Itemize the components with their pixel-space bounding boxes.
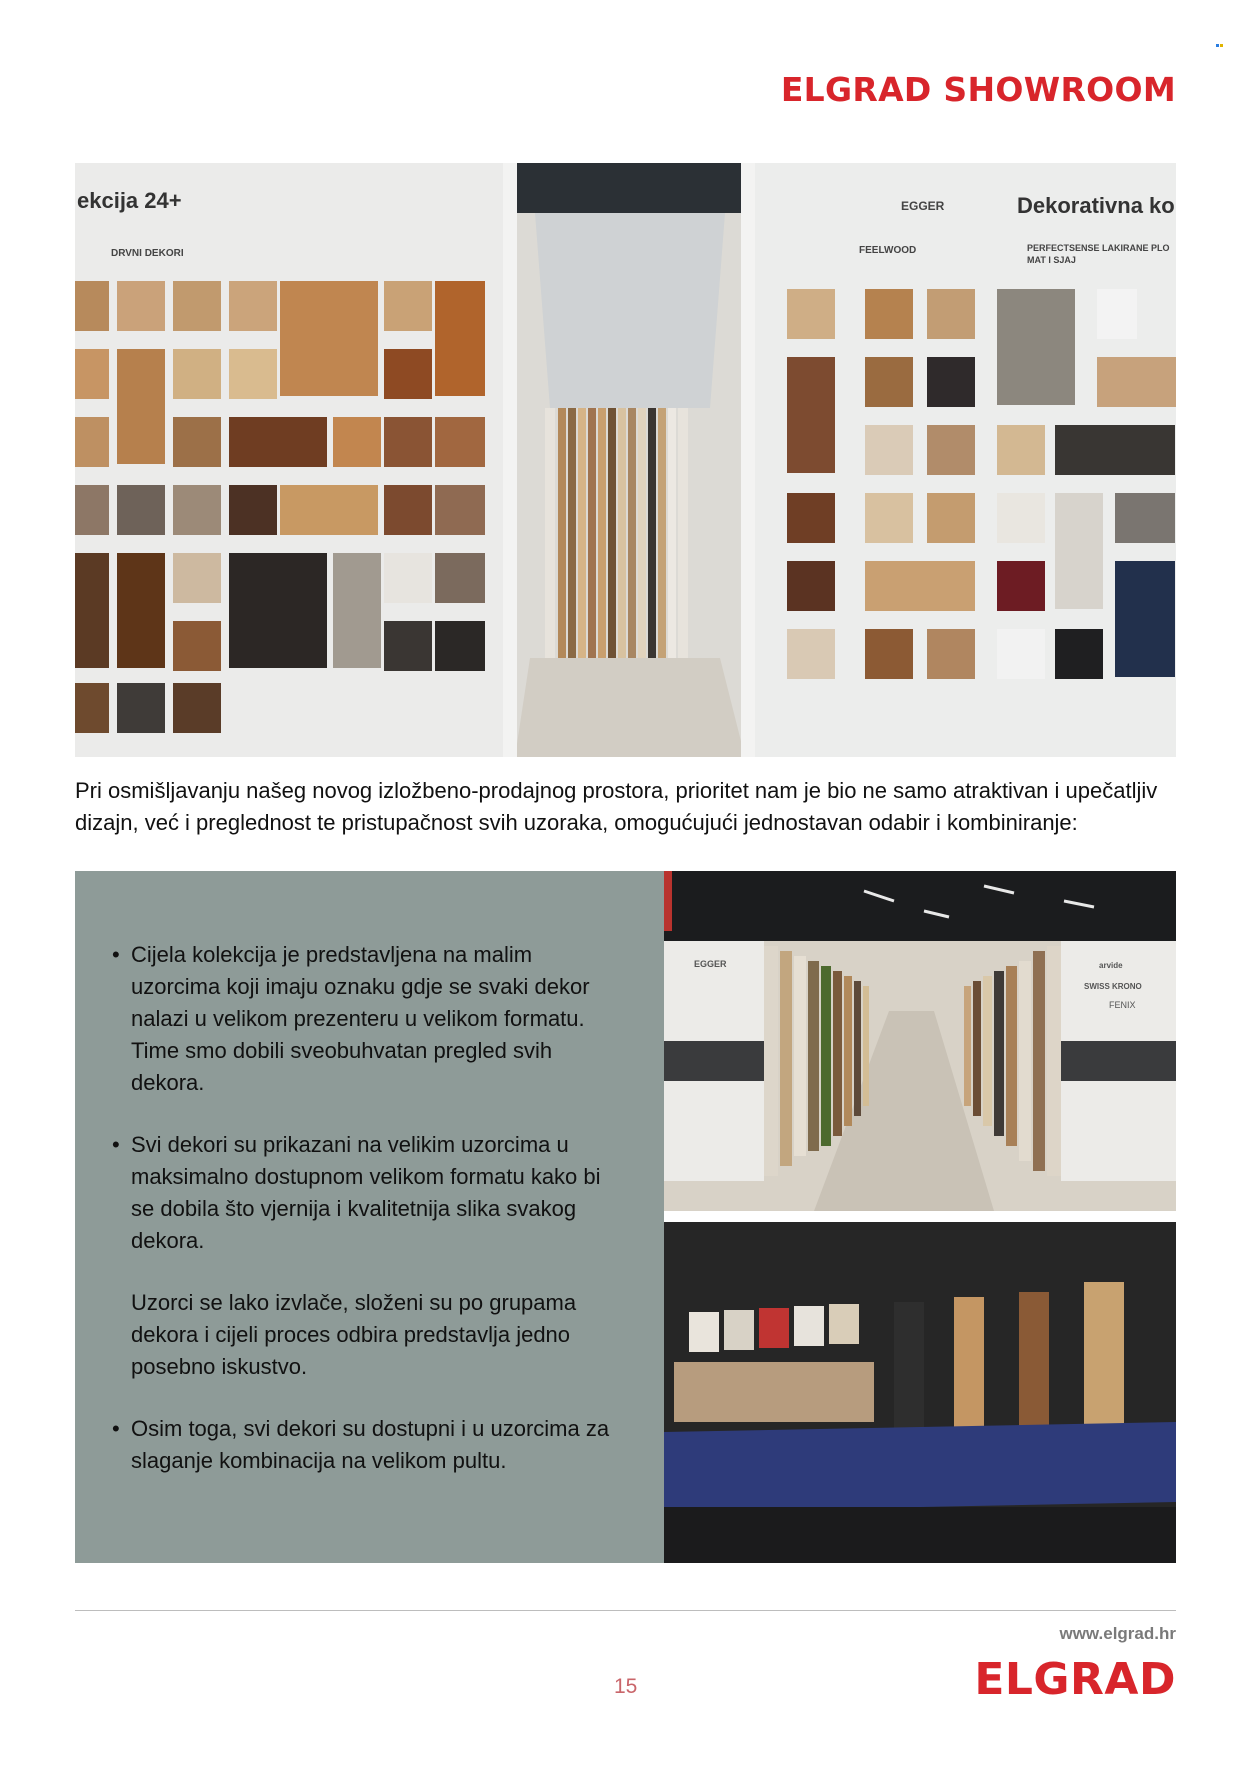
bullet-icon: • bbox=[112, 1132, 120, 1157]
page-number: 15 bbox=[614, 1675, 638, 1698]
feature-text-continued: Uzorci se lako izvlače, složeni su po grupama dekora i cijeli proces odbira predstavlja jedno posebno iskustvo. bbox=[131, 1290, 577, 1379]
bullet-icon: • bbox=[112, 1416, 120, 1441]
counter-sample-cards bbox=[674, 1304, 874, 1422]
feature-item bbox=[112, 939, 624, 1099]
feature-text: Svi dekori su prikazani na velikim uzorcima u maksimalno dostupnom velikom formatu kako bi se dobila što vjernija i kvalitetnija slika svakog dekora. bbox=[131, 1132, 601, 1253]
features-panel bbox=[75, 871, 664, 1563]
left-sign-subtitle: DRVNI DEKORI bbox=[111, 248, 184, 259]
showroom-counter-photo bbox=[664, 1222, 1176, 1563]
feature-text: Osim toga, svi dekori su dostupni i u uzorcima za slaganje kombinacija na velikom pultu. bbox=[131, 1416, 610, 1473]
intro-paragraph: Pri osmišljavanju našeg novog izložbeno-prodajnog prostora, prioritet nam je bio ne samo atraktivan i upečatljiv dizajn, već i preglednost te pristupačnost svih uzoraka, omogućujući jednostavan odabir i kombiniranje: bbox=[75, 778, 1158, 835]
aisle-left-brand: EGGER bbox=[694, 959, 727, 969]
right-sign-label-perfectsense: PERFECTSENSE LAKIRANE PLO bbox=[1027, 243, 1170, 253]
footer-divider bbox=[75, 1610, 1176, 1611]
showroom-aisle-photo bbox=[664, 871, 1176, 1211]
right-sign-brand: EGGER bbox=[901, 199, 945, 213]
page-header-title: ELGRAD SHOWROOM bbox=[780, 70, 1176, 109]
feature-text: Cijela kolekcija je predstavljena na malim uzorcima koji imaju oznaku gdje se svaki dekor nalazi u velikom prezenteru u velikom formatu. Time smo dobili sveobuhvatan pregled svih dekora. bbox=[131, 942, 590, 1095]
aisle-right-brand-3: FENIX bbox=[1109, 1000, 1136, 1010]
hero-showroom-photo bbox=[75, 163, 1176, 757]
aisle-right-brand-2: SWISS KRONO bbox=[1084, 982, 1142, 991]
elgrad-logo: ELGRAD bbox=[974, 1654, 1176, 1705]
bullet-icon: • bbox=[112, 942, 120, 967]
right-sign-label-feelwood: FEELWOOD bbox=[859, 245, 917, 256]
corner-color-mark bbox=[1216, 34, 1224, 40]
features-list bbox=[112, 939, 624, 1477]
website-link[interactable]: www.elgrad.hr bbox=[1059, 1624, 1176, 1643]
aisle-right-brand-1: arvide bbox=[1099, 961, 1123, 970]
left-sign-title: ekcija 24+ bbox=[77, 188, 182, 213]
right-sign-label-mat: MAT I SJAJ bbox=[1027, 255, 1076, 265]
right-sign-title: Dekorativna ko bbox=[1017, 193, 1175, 218]
feature-item bbox=[112, 1413, 624, 1477]
feature-item bbox=[112, 1129, 624, 1383]
